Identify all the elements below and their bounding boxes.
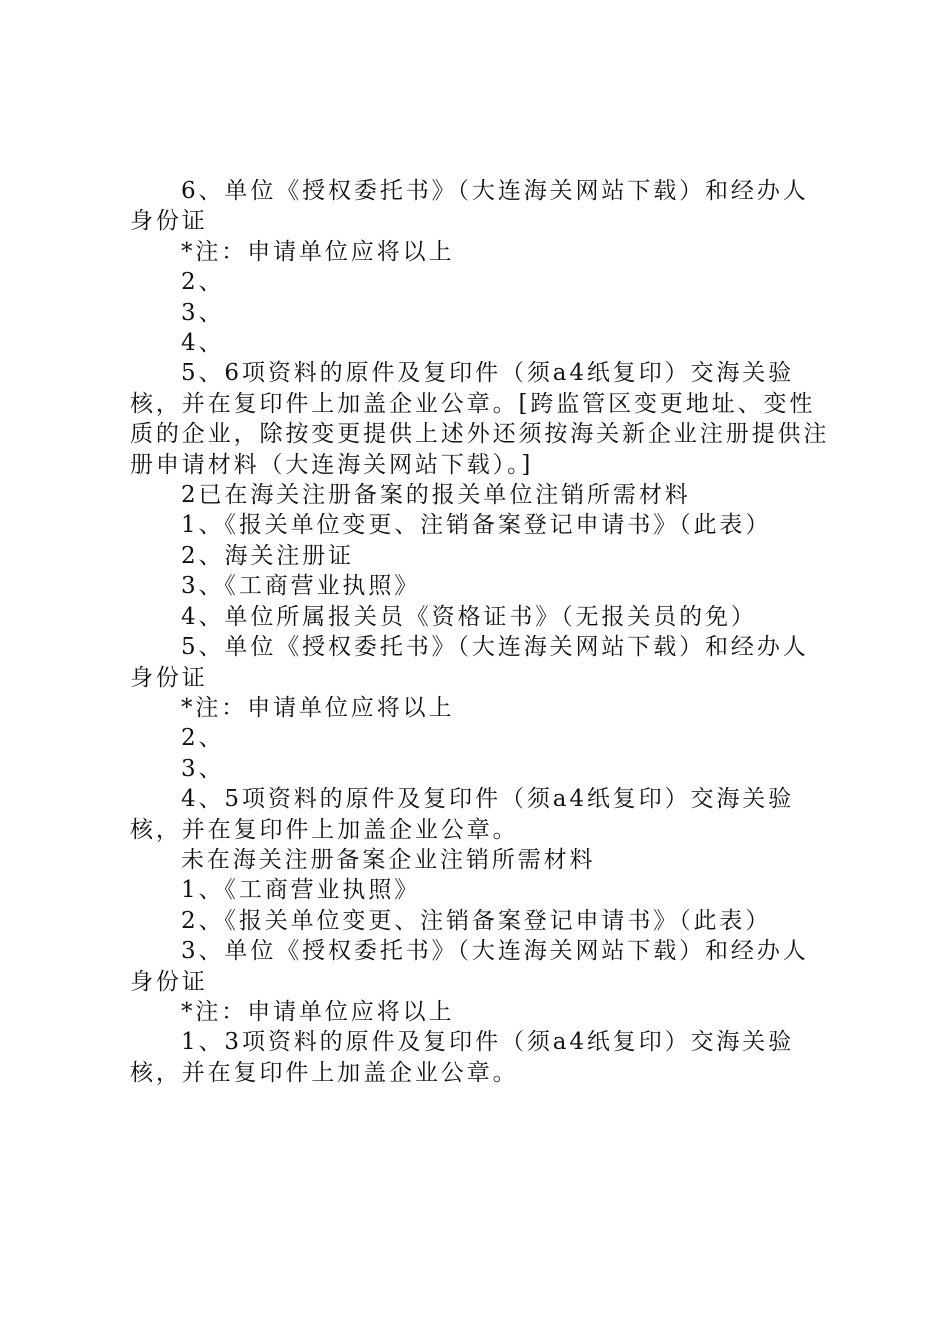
section-heading: 未在海关注册备案企业注销所需材料: [181, 846, 596, 873]
section-heading: 2已在海关注册备案的报关单位注销所需材料: [181, 482, 691, 509]
paragraph: 3、《工商营业执照》: [181, 573, 421, 600]
paragraph: *注：申请单位应将以上: [181, 238, 455, 265]
paragraph: 3、: [181, 299, 225, 326]
paragraph: 2、: [181, 725, 225, 752]
paragraph: *注：申请单位应将以上: [181, 694, 455, 721]
paragraph: 6、单位《授权委托书》（大连海关网站下载）和经办人身份证: [130, 178, 809, 235]
paragraph: 4、5项资料的原件及复印件（须a4纸复印）交海关验核，并在复印件上加盖企业公章。: [130, 786, 795, 843]
paragraph: *注：申请单位应将以上: [181, 998, 455, 1025]
paragraph: 4、: [181, 330, 225, 357]
paragraph: 4、单位所属报关员《资格证书》（无报关员的免）: [181, 603, 757, 630]
paragraph: 3、单位《授权委托书》（大连海关网站下载）和经办人身份证: [130, 938, 809, 995]
paragraph: 2、: [181, 269, 225, 296]
paragraph: 5、单位《授权委托书》（大连海关网站下载）和经办人身份证: [130, 634, 809, 691]
paragraph: 2、海关注册证: [181, 542, 354, 569]
paragraph: 1、3项资料的原件及复印件（须a4纸复印）交海关验核，并在复印件上加盖企业公章。: [130, 1029, 795, 1086]
paragraph: 2、《报关单位变更、注销备案登记申请书》（此表）: [181, 907, 772, 934]
paragraph: 1、《工商营业执照》: [181, 877, 421, 904]
paragraph: 1、《报关单位变更、注销备案登记申请书》（此表）: [181, 512, 772, 539]
document-body: [130, 176, 832, 1088]
paragraph: 5、6项资料的原件及复印件（须a4纸复印）交海关验核，并在复印件上加盖企业公章。[跨监管区变更地址、变性质的企业，除按变更提供上述外还须按海关新企业注册提供注册申请材料（大连海关网站下载）。]: [130, 360, 830, 478]
paragraph: 3、: [181, 755, 225, 782]
